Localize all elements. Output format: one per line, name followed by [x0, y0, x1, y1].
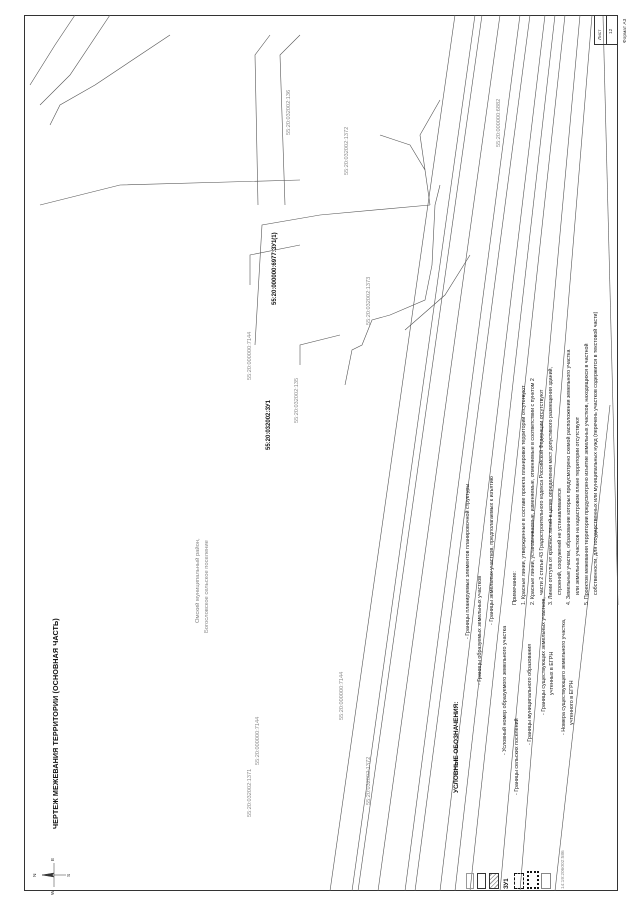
parcel-outline	[50, 35, 170, 125]
parcel-outline	[420, 100, 440, 170]
municipality-line-2: Богословское сельское поселение	[204, 540, 210, 633]
note-line: 4. Земельные участки, образование которых предусмотрено схемой расположения земельного участка	[566, 349, 572, 605]
sheet-label: Лист	[598, 29, 603, 40]
sheet-number-stamp	[594, 15, 618, 45]
compass-e: E	[51, 857, 56, 861]
compass-w: W	[51, 890, 56, 895]
parcel-outline	[40, 15, 110, 105]
zu1-label: 55:20:032002:ЗУ1	[266, 400, 272, 450]
legend-num-sample: 14:19:206002:586	[561, 850, 566, 889]
parcel-outline	[255, 205, 430, 345]
parcel-label: 55:20:032002:1371	[247, 768, 253, 817]
note-line: или земельных участков на кадастровом плане территории отсутствуют	[575, 416, 581, 595]
note-line: строений, сооружений не устанавливаются	[557, 488, 563, 595]
parcel-label: 55:20:000000:7144	[247, 331, 253, 380]
parcel-outline	[30, 15, 75, 85]
parcel-label: 55:20:000000:6882	[496, 98, 502, 147]
parcel-outline	[405, 255, 470, 330]
note-line: собственности, для государственных или муниципальных нужд (перечень участков содержится в текстовой части)	[593, 311, 599, 595]
legend-heading: УСЛОВНЫЕ ОБОЗНАЧЕНИЯ:	[453, 701, 460, 793]
parcel-label: 55:20:000000:7144	[255, 716, 261, 765]
boundary-line	[603, 15, 618, 605]
boundary-line	[378, 15, 500, 891]
zu1-parcel-label: 55:20:000000:6977:ЗУ1(1)	[272, 232, 278, 305]
parcel-outline	[300, 335, 340, 365]
note-line: 5. Проектом межевания территории предусмотрено изъятие земельных участков, находящихся в частной	[584, 343, 590, 605]
legend-item: - Номера существующего земельного участка,	[561, 618, 567, 735]
compass-s: S	[67, 873, 72, 877]
parcel-outline	[255, 35, 270, 205]
legend-item: - Границы существующих земельных участков,	[541, 597, 547, 715]
note-line: 1. Красные линии, утвержденные в составе проекта планировки территории отсутствуют	[521, 385, 527, 605]
legend-zu-sample: ЗУ1	[504, 878, 510, 889]
note-line: 3. Линии отступа от красных линий в целях определения мест допустимого размещения зданий,	[548, 367, 554, 605]
parcel-label: 55:20:032002:1373	[366, 276, 372, 325]
page-title: ЧЕРТЕЖ МЕЖЕВАНИЯ ТЕРРИТОРИИ (ОСНОВНАЯ ЧАСТЬ)	[51, 618, 60, 829]
parcel-outline	[345, 185, 440, 385]
note-line: части 2 статьи 43 Градостроительного кодекса Российской Федерации отсутствуют	[539, 389, 545, 595]
municipality-line-1: Омский муниципальный район,	[195, 538, 201, 623]
legend-item: - Границы земельных участков, предполагаемых к изъятию	[489, 476, 495, 625]
legend-swatch-rural	[514, 873, 524, 889]
paper-format: Формат А3	[623, 18, 628, 43]
legend-item: - Границы образуемых земельных участков	[477, 575, 483, 685]
sheet-number: 12	[609, 28, 614, 34]
legend-swatch-existing	[541, 873, 551, 889]
compass-rose	[42, 863, 66, 887]
note-line: 2. Красные линии, устанавливаемые, изменяемые, отменяемые в соответствии с пунктом 2	[530, 378, 536, 605]
legend-item: учтенных в ЕГРН	[549, 651, 555, 695]
parcel-outline	[380, 135, 430, 205]
parcel-label: 55:20:000000:7144	[339, 671, 345, 720]
parcel-label: 55:20:032002:1372	[366, 756, 372, 805]
legend-swatch-formed	[477, 873, 486, 889]
compass-n: N	[33, 873, 38, 877]
legend-item: - Условный номер образуемого земельного участка	[502, 625, 508, 755]
legend-item: - Границы планируемых элементов планировочной структуры	[465, 483, 471, 639]
legend-swatch-withdrawal	[489, 873, 499, 889]
parcel-label: 55:20:032002:135	[294, 377, 300, 423]
legend-item: - Границы муниципального образования	[527, 643, 533, 745]
parcel-outline	[40, 180, 300, 205]
legend-swatch-planning	[466, 873, 474, 889]
boundary-line	[358, 15, 482, 891]
legend-swatch-municipal	[527, 871, 539, 889]
boundary-line	[415, 15, 530, 891]
legend-item: учтенного в ЕГРН	[569, 680, 575, 725]
parcel-label: 55:20:032002:136	[286, 89, 292, 135]
legend-item: - Границы сельских поселений	[514, 718, 520, 795]
notes-heading: Примечание:	[512, 571, 518, 605]
boundary-line	[405, 15, 520, 891]
parcel-label: 55:20:032002:1372	[344, 126, 350, 175]
